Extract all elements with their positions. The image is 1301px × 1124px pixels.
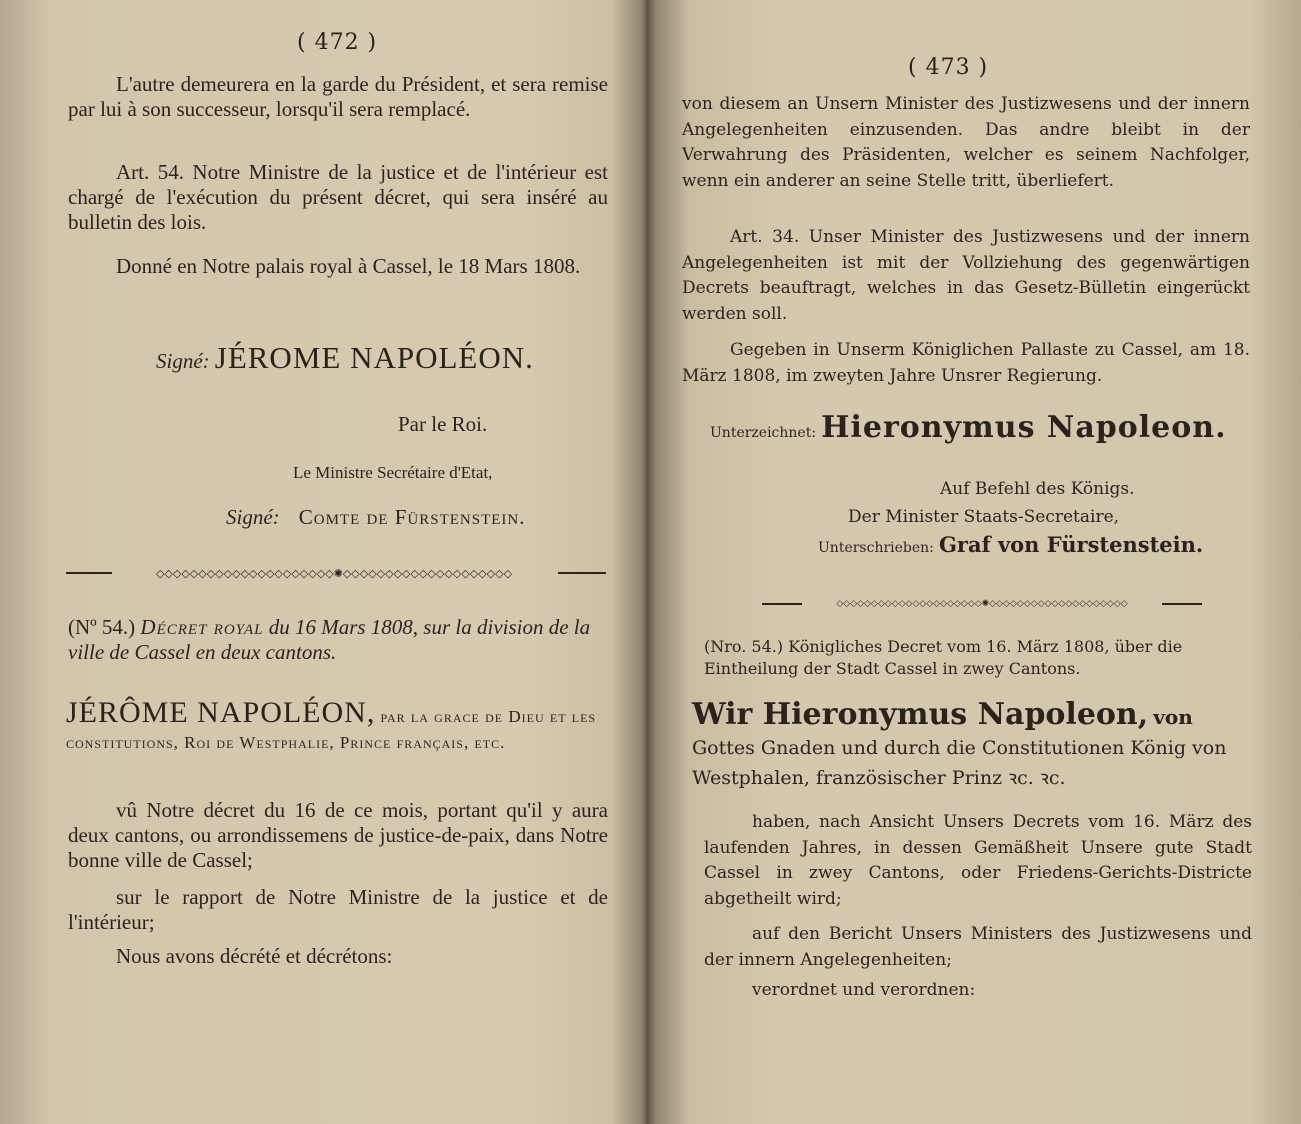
king-rest-left: par la grace de Dieu et les constitutions, Roi de Westphalie, Prince français, etc. <box>66 707 597 752</box>
left-para-donne: Donné en Notre palais royal à Cassel, le 18 Mars 1808. <box>116 254 581 278</box>
left-para-decretons: Nous avons décrété et décrétons: <box>116 944 393 968</box>
left-page <box>0 0 650 1124</box>
left-para-1: L'autre demeurera en la garde du Président, et sera remise par lui à son successeur, lorsqu'il sera remplacé. <box>68 72 608 121</box>
right-para-bericht: auf den Bericht Unsers Ministers des Justizwesens und der innern Angelegenheiten; <box>704 924 1252 970</box>
page-number-left: ( 472 ) <box>297 30 378 55</box>
par-le-roi: Par le Roi. <box>398 412 488 436</box>
right-para-1: von diesem an Unsern Minister des Justizwesens und der innern Angelegenheiten einzusenden. Das andre bleibt in der Verwahrung des Präsidenten, welcher es seinem Nachfolger, wenn ein anderer an seine Stelle tritt, überliefert. <box>682 94 1250 191</box>
left-para-rapport: sur le rapport de Notre Ministre de la justice et de l'intérieur; <box>68 885 608 934</box>
signe2-label: Signé: <box>226 505 280 529</box>
king-rest-b-right: Gottes Gnaden und durch die Constitutionen König von Westphalen, französischer Prinz ꝛc. ꝛc. <box>692 737 1227 789</box>
unterschr-label: Unterschrieben: <box>818 540 934 556</box>
decree-number-right: (Nro. 54.) <box>704 637 784 656</box>
page-number-right: ( 473 ) <box>908 55 989 80</box>
decree-heading-right <box>704 636 1252 680</box>
king-intro-left <box>66 696 608 756</box>
right-signature-line <box>710 410 1227 447</box>
decree-title-a-left: Décret royal <box>140 615 264 639</box>
unterschr-name: Graf von Fürstenstein. <box>939 532 1204 557</box>
signe2-name: Comte de Fürstenstein. <box>298 505 526 529</box>
right-page <box>652 0 1301 1124</box>
signe-name: JÉROME NAPOLÉON. <box>214 340 534 375</box>
ornament-divider-right: ◇◇◇◇◇◇◇◇◇◇◇◇◇◇◇◇◇◇◇◇◇✺◇◇◇◇◇◇◇◇◇◇◇◇◇◇◇◇◇◇◇◇ <box>762 597 1202 611</box>
unterz-name: Hieronymus Napoleon. <box>821 410 1227 445</box>
king-name-right: Wir Hieronymus Napoleon, <box>692 697 1149 732</box>
auf-befehl: Auf Befehl des Königs. <box>940 479 1135 499</box>
right-para-art34: Art. 34. Unser Minister des Justizwesens und der innern Angelegenheiten ist mit der Vollziehung des gegenwärtigen Decrets beauftragt, welches in das Gesetz-Bülletin eingerückt werden soll. <box>682 227 1250 324</box>
left-para-art54: Art. 54. Notre Ministre de la justice et de l'intérieur est chargé de l'exécution du présent décret, qui sera inséré au bulletin des lois. <box>68 160 608 234</box>
king-intro-right <box>692 697 1252 794</box>
king-name-left: JÉRÔME NAPOLÉON, <box>66 696 376 729</box>
left-signature-2 <box>226 505 526 530</box>
decree-title-right: Königliches Decret vom 16. März 1808, über die Eintheilung der Stadt Cassel in zwey Cantons. <box>704 637 1183 678</box>
minister-staats: Der Minister Staats-Secretaire, <box>848 507 1120 527</box>
decree-number-left: (Nº 54.) <box>68 615 136 639</box>
right-para-haben: haben, nach Ansicht Unsers Decrets vom 16. März des laufenden Jahres, in dessen Gemäßheit Unsere gute Stadt Cassel in zwey Cantons, oder Friedens-Gerichts-Districte abgetheilt wird; <box>704 812 1252 909</box>
ornament-divider-left: ◇◇◇◇◇◇◇◇◇◇◇◇◇◇◇◇◇◇◇◇◇✺◇◇◇◇◇◇◇◇◇◇◇◇◇◇◇◇◇◇◇◇ <box>66 566 606 580</box>
right-signature-2 <box>818 532 1203 562</box>
right-para-verordnet: verordnet und verordnen: <box>752 980 976 1000</box>
unterz-label: Unterzeichnet: <box>710 425 817 441</box>
right-para-gegeben: Gegeben in Unserm Königlichen Pallaste zu Cassel, am 18. März 1808, im zweyten Jahre Unsrer Regierung. <box>682 340 1250 386</box>
signe-label: Signé: <box>156 349 210 373</box>
ministre-secretaire: Le Ministre Secrétaire d'Etat, <box>293 463 493 482</box>
king-rest-a-right: von <box>1153 705 1193 729</box>
decree-heading-left <box>68 615 608 665</box>
left-signature-line <box>156 340 616 376</box>
left-para-vu: vû Notre décret du 16 de ce mois, portant qu'il y aura deux cantons, ou arrondissemens de justice-de-paix, dans Notre bonne ville de Cassel; <box>68 798 608 872</box>
decree-title-b-left: du 16 Mars 1808, sur la division de la ville de Cassel en deux cantons. <box>68 615 591 664</box>
